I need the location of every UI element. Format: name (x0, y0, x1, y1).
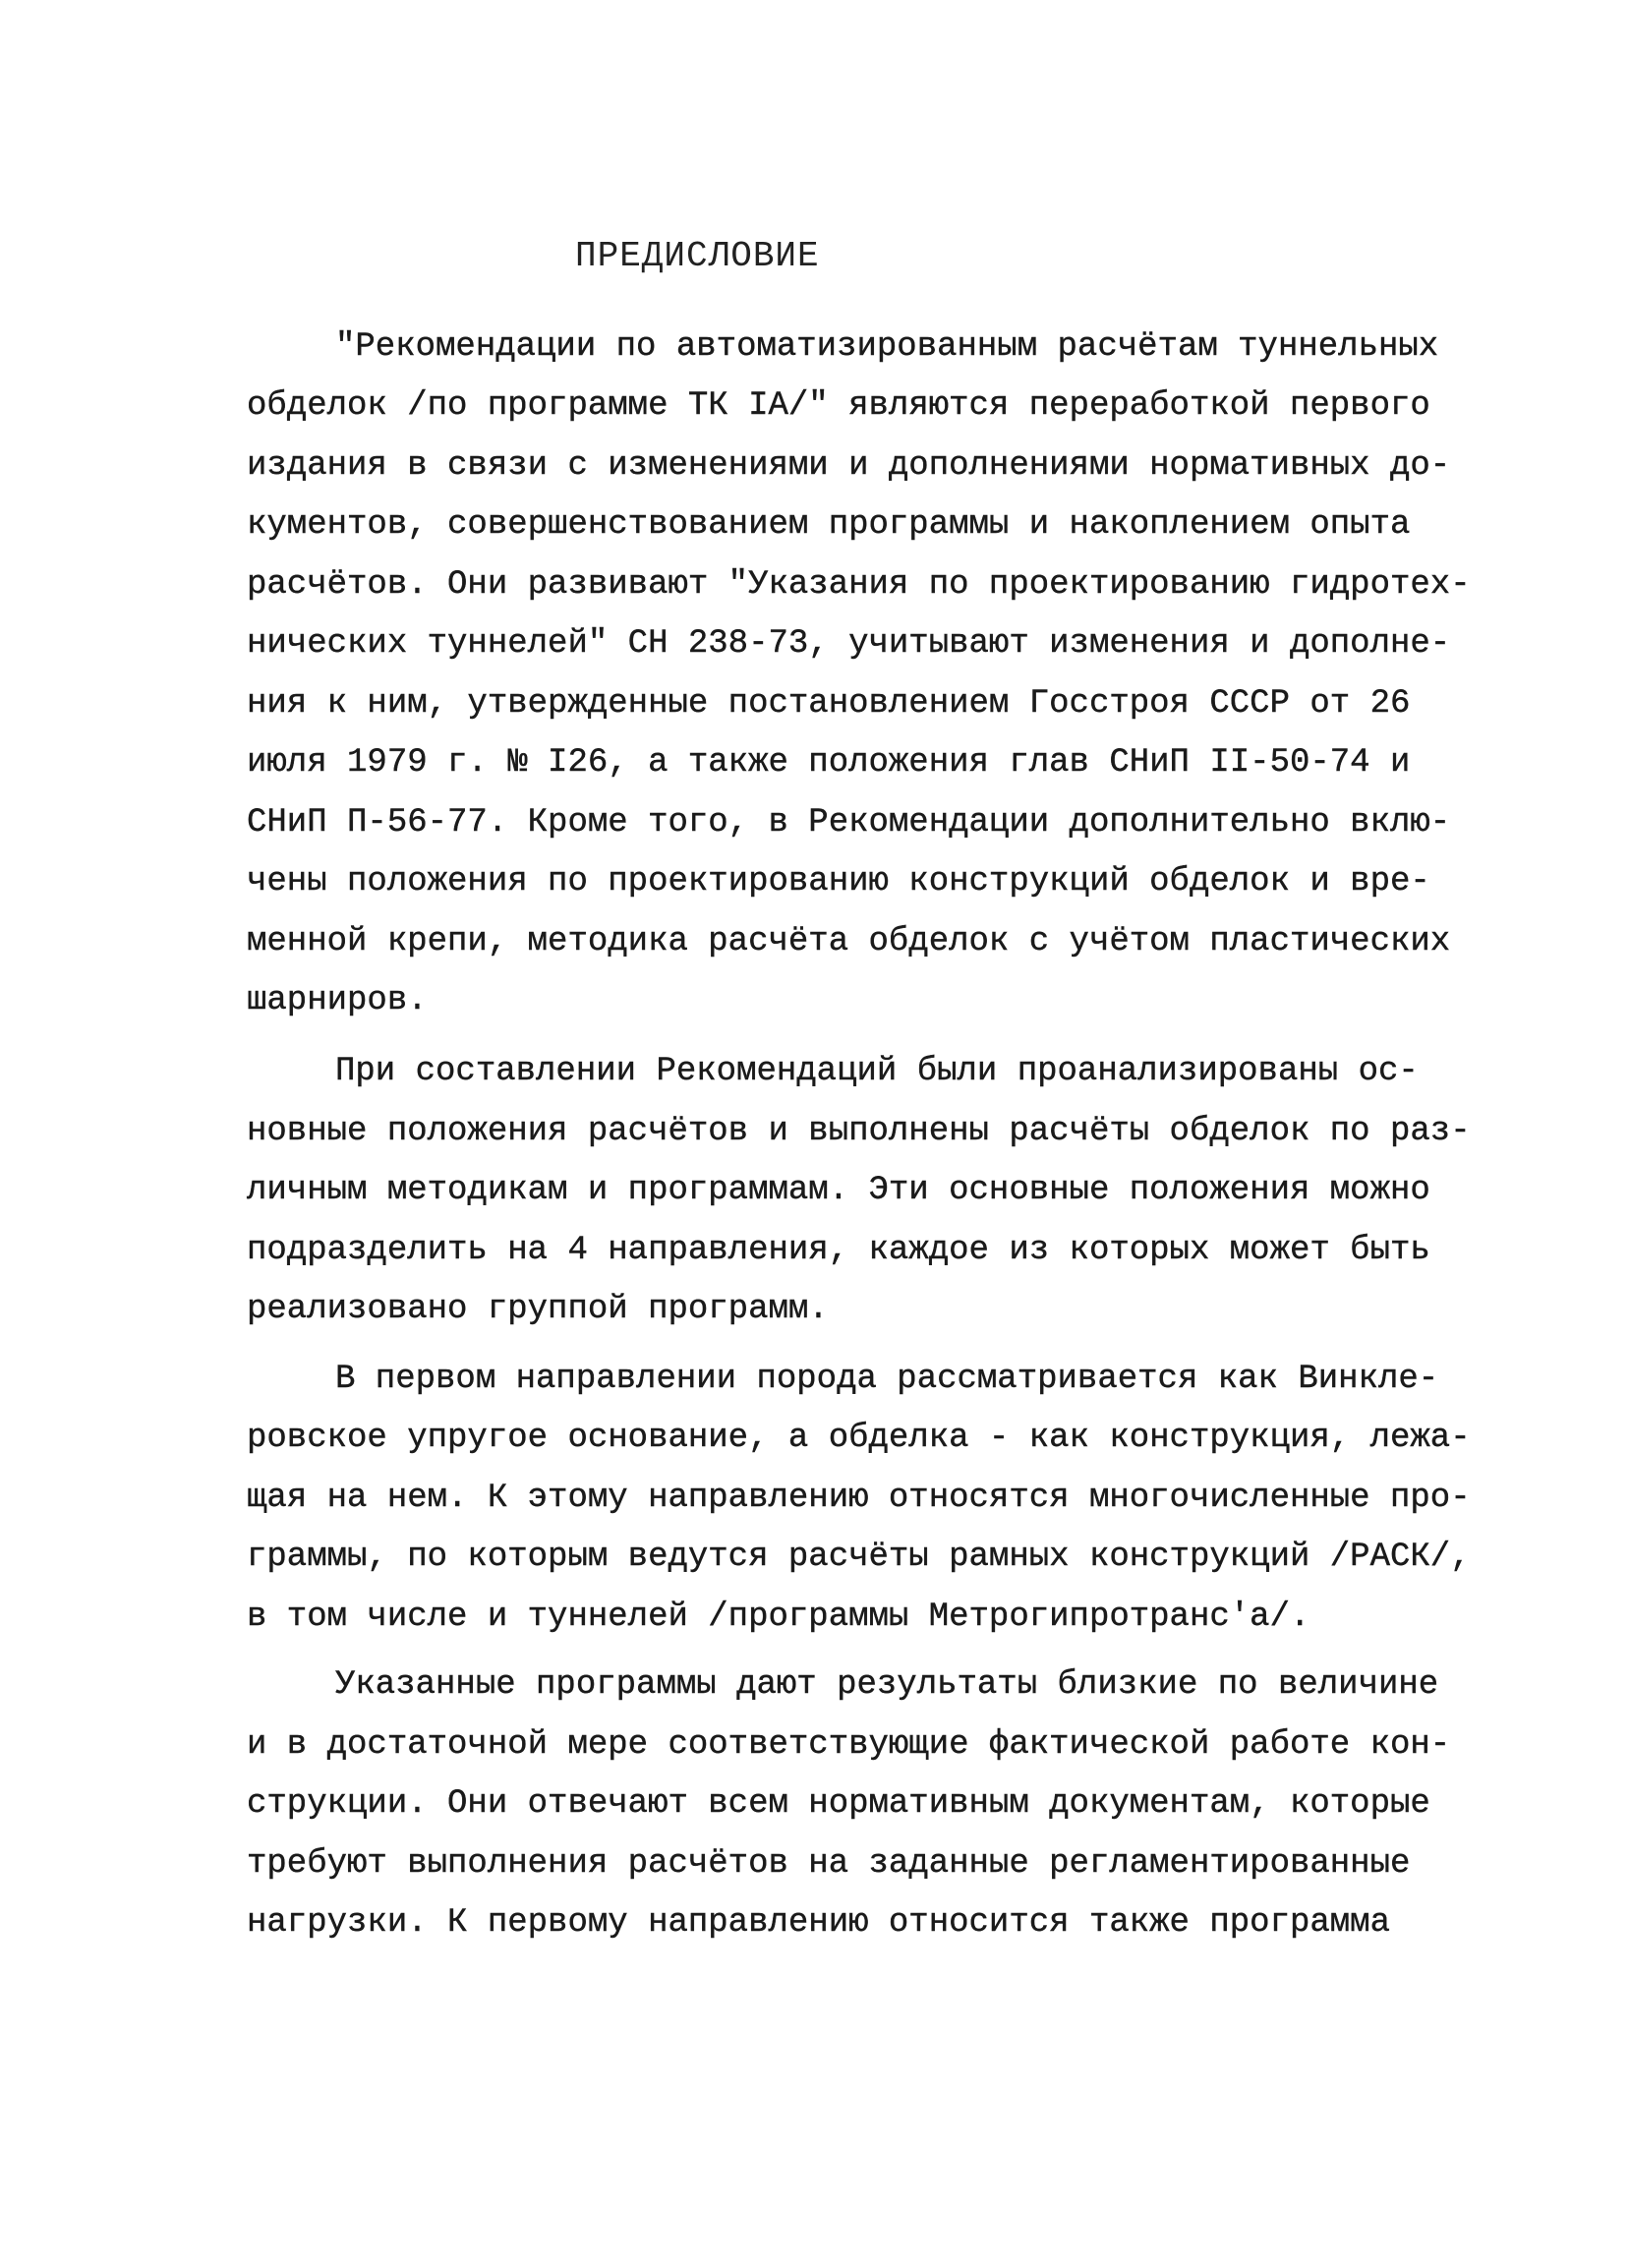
paragraph-2-line-2: новные положения расчётов и выполнены расчёты обделок по раз- (247, 1113, 1471, 1150)
paragraph-1-line-7: ния к ним, утвержденные постановлением Госстроя СССР от 26 (247, 685, 1411, 723)
paragraph-1-line-8: июля 1979 г. № I26, а также положения глав СНиП II-50-74 и (247, 744, 1411, 782)
paragraph-3-line-1: В первом направлении порода рассматривается как Винкле- (335, 1361, 1439, 1398)
paragraph-1-line-12: шарниров. (247, 982, 428, 1019)
paragraph-2-line-3: личным методикам и программам. Эти основные положения можно (247, 1172, 1430, 1209)
paragraph-1-line-10: чены положения по проектированию конструкций обделок и вре- (247, 863, 1430, 901)
paragraph-4-line-3: струкции. Они отвечают всем нормативным документам, которые (247, 1785, 1430, 1823)
paragraph-1-line-6: нических туннелей" СН 238-73, учитывают изменения и дополне- (247, 625, 1451, 663)
paragraph-3-line-2: ровское упругое основание, а обделка - как конструкция, лежа- (247, 1420, 1471, 1457)
paragraph-4-line-1: Указанные программы дают результаты близкие по величине (335, 1666, 1439, 1704)
paragraph-1-line-11: менной крепи, методика расчёта обделок с учётом пластических (247, 923, 1451, 960)
page-heading: ПРЕДИСЛОВИЕ (575, 236, 820, 276)
paragraph-2-line-1: При составлении Рекомендаций были проанализированы ос- (335, 1053, 1419, 1090)
paragraph-1-line-9: СНиП П-56-77. Кроме того, в Рекомендации дополнительно вклю- (247, 804, 1451, 842)
paragraph-2-line-4: подразделить на 4 направления, каждое из которых может быть (247, 1232, 1430, 1269)
paragraph-4-line-4: требуют выполнения расчётов на заданные регламентированные (247, 1845, 1411, 1883)
paragraph-3-line-5: в том числе и туннелей /программы Метрогипротранс'а/. (247, 1599, 1310, 1636)
paragraph-3-line-4: граммы, по которым ведутся расчёты рамных конструкций /РАСК/, (247, 1539, 1471, 1576)
paragraph-3-line-3: щая на нем. К этому направлению относятся многочисленные про- (247, 1480, 1471, 1517)
paragraph-1-line-3: издания в связи с изменениями и дополнениями нормативных до- (247, 447, 1451, 485)
paragraph-1-line-2: обделок /по программе ТК IA/" являются переработкой первого (247, 387, 1430, 425)
paragraph-1-line-4: кументов, совершенствованием программы и накоплением опыта (247, 506, 1411, 544)
paragraph-1-line-5: расчётов. Они развивают "Указания по проектированию гидротех- (247, 566, 1471, 604)
paragraph-1-line-1: "Рекомендации по автоматизированным расчётам туннельных (335, 328, 1439, 366)
paragraph-2-line-5: реализовано группой программ. (247, 1291, 829, 1328)
paragraph-4-line-5: нагрузки. К первому направлению относится также программа (247, 1904, 1390, 1942)
paragraph-4-line-2: и в достаточной мере соответствующие фактической работе кон- (247, 1726, 1451, 1764)
